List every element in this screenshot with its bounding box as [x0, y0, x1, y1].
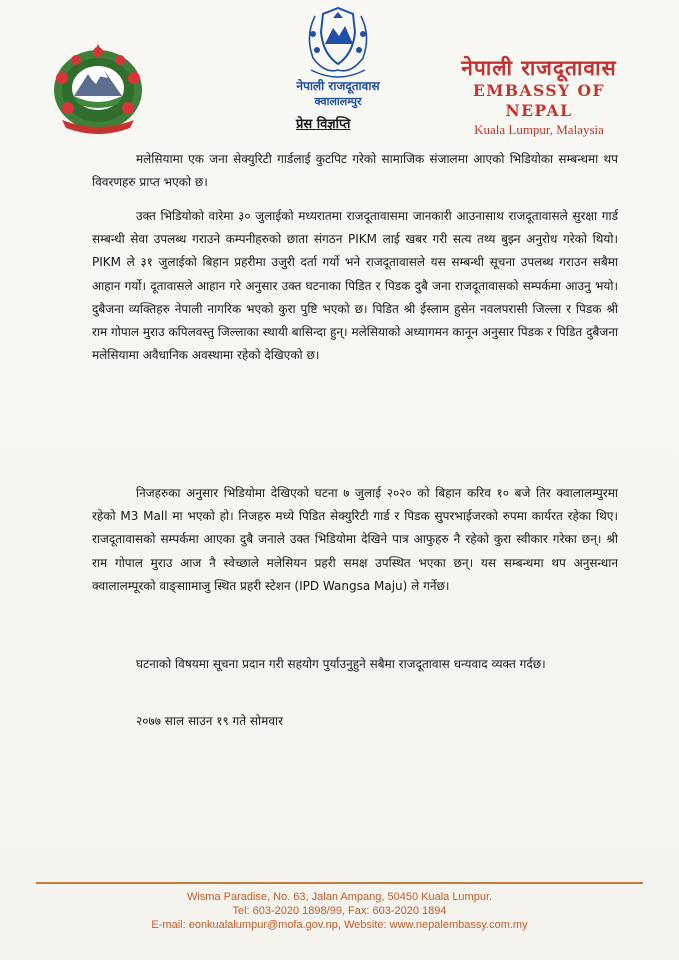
nepal-coat-of-arms-icon — [48, 38, 148, 138]
paragraph-2: उक्त भिडियोको वारेमा ३० जुलाईको मध्यरातमा राजदूतावासमा जानकारी आउनासाथ राजदूतावासले सुरक्षा गार्ड सम्बन्धी सेवा उपलब्ध गराउने कम्पनीहरुको छाता संगठन PIKM लाई खबर गरी सत्य तथ्य बुझ्न अनुरोध गरेको थियो। PIKM ले ३१ जुलाईको बिहान प्रहरीमा उजुरी दर्ता गर्यो भने राजदूतावासले यस सम्बन्धी सूचना उपलब्ध गराउन सबैमा आहान गर्यो। दूतावासले आहान गरे अनुसार उक्त घटनाका पिडित र पिडक दुबै जना राजदूतावासको सम्पर्कमा आउनु भयो। दुबैजना व्यक्तिहरु नेपाली नागरिक भएको कुरा पुष्टि भएको छ। पिडित श्री ईस्लाम हुसेन नवलपरासी जिल्ला र पिडक श्री राम गोपाल मुराउ कपिलवस्तु जिल्लाका स्थायी बासिन्दा हुन्। मलेसियाको अध्यागमन कानून अनुसार पिडक र पिडित दुबैजना मलेसियामा अवैधानिक अवस्थामा रहेको देखिएको छ। — [92, 209, 618, 363]
svg-text:क्वालालम्पुर: क्वालालम्पुर — [314, 95, 362, 108]
paragraph-3: निजहरुका अनुसार भिडियोमा देखिएको घटना ७ जुलाई २०२० को बिहान करिव १० बजे तिर क्वालालम्पुरमा रहेको M3 Mall मा भएको हो। निजहरु मध्ये पिडित सेक्युरिटी गार्ड र पिडक सुपरभाईजरको रुपमा कार्यरत रहेका थिए। राजदूतावासको सम्पर्कमा आएका दुबै जनाले उक्त भिडियोमा देखिने पात्र आफुहरु नै रहेको कुरा स्वीकार गरेका छन्। श्री राम गोपाल मुराउ आज नै स्वेच्छाले मलेसियन प्रहरी समक्ष उपस्थित भएका छन्। यस सम्बन्धमा थप अनुसन्धान क्वालालम्पूरको वाङ्साामाजु स्थित प्रहरी स्टेशन (IPD Wangsa Maju) ले गर्नेछ। — [92, 486, 618, 593]
embassy-city: Kuala Lumpur, Malaysia — [474, 122, 604, 137]
embassy-letterhead — [439, 55, 639, 139]
page-title: प्रेस विज्ञप्ति — [296, 117, 351, 132]
embassy-name-nepali: नेपाली राजदूतावास — [461, 56, 617, 80]
paragraph-1: मलेसियामा एक जना सेक्युरिटी गार्डलाई कुटपिट गरेको सामाजिक संजालमा आएको भिडियोका सम्बन्धमा थप विवरणहरु प्राप्त भएको छ। — [92, 152, 618, 190]
svg-text:नेपाली राजदूतावास: नेपाली राजदूतावास — [296, 79, 380, 93]
footer-address: Wisma Paradise, No. 63, Jalan Ampang, 50450 Kuala Lumpur. — [186, 891, 493, 903]
embassy-name-english: EMBASSY OF NEPAL — [472, 81, 606, 120]
footer-divider — [36, 882, 643, 884]
footer-phone: Tel: 603-2020 1898/99, Fax: 603-2020 1894 — [232, 905, 447, 917]
footer-contact: E-mail: eonkualalumpur@mofa.gov.np, Website: www.nepalembassy.com.my — [151, 919, 528, 931]
embassy-seal-icon — [293, 4, 383, 110]
paragraph-4: घटनाको विषयमा सूचना प्रदान गरी सहयोग पुर्याउनुहुने सबैमा राजदूतावास धन्यवाद व्यक्त गर्दछ। — [136, 657, 546, 671]
date-line: २०७७ साल साउन १९ गते सोमवार — [136, 714, 284, 728]
footer — [0, 890, 679, 932]
